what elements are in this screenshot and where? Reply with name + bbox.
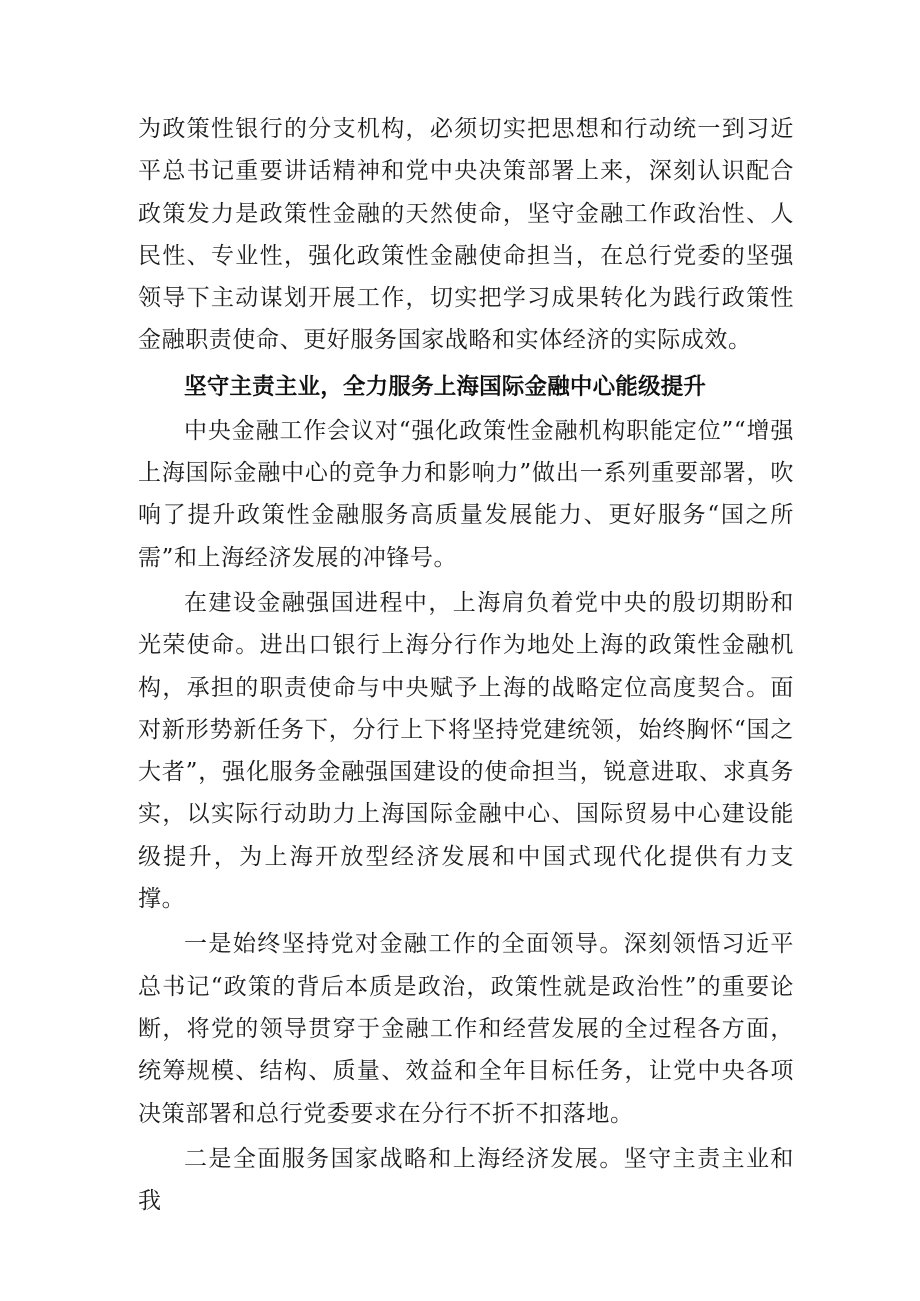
paragraph-point-one: 一是始终坚持党对金融工作的全面领导。深刻领悟习近平总书记“政策的背后本质是政治，政策性就是政治性”的重要论断，将党的领导贯穿于金融工作和经营发展的全过程各方面，统筹规模、结构、质量、效益和全年目标任务，让党中央各项决策部署和总行党委要求在分行不折不扣落地。: [138, 931, 794, 1127]
paragraph-point-two: 二是全面服务国家战略和上海经济发展。坚守主责主业和我: [138, 1145, 794, 1215]
paragraph-central-conference: 中央金融工作会议对“强化政策性金融机构职能定位”“增强上海国际金融中心的竞争力和影响力”做出一系列重要部署，吹响了提升政策性金融服务高质量发展能力、更好服务“国之所需”和上海经济发展的冲锋号。: [138, 417, 794, 571]
paragraph-continuation: 为政策性银行的分支机构，必须切实把思想和行动统一到习近平总书记重要讲话精神和党中央决策部署上来，深刻认识配合政策发力是政策性金融的天然使命，坚守金融工作政治性、人民性、专业性，强化政策性金融使命担当，在总行党委的坚强领导下主动谋划开展工作，切实把学习成果转化为践行政策性金融职责使命、更好服务国家战略和实体经济的实际成效。: [138, 116, 794, 354]
section-heading: 坚守主责主业，全力服务上海国际金融中心能级提升: [184, 373, 707, 400]
paragraph-shanghai-mission: 在建设金融强国进程中，上海肩负着党中央的殷切期盼和光荣使命。进出口银行上海分行作为地处上海的政策性金融机构，承担的职责使命与中央赋予上海的战略定位高度契合。面对新形势新任务下，分行上下将坚持党建统领，始终胸怀“国之大者”，强化服务金融强国建设的使命担当，锐意进取、求真务实，以实际行动助力上海国际金融中心、国际贸易中心建设能级提升，为上海开放型经济发展和中国式现代化提供有力支撑。: [138, 589, 794, 913]
document-body: [138, 108, 794, 1222]
